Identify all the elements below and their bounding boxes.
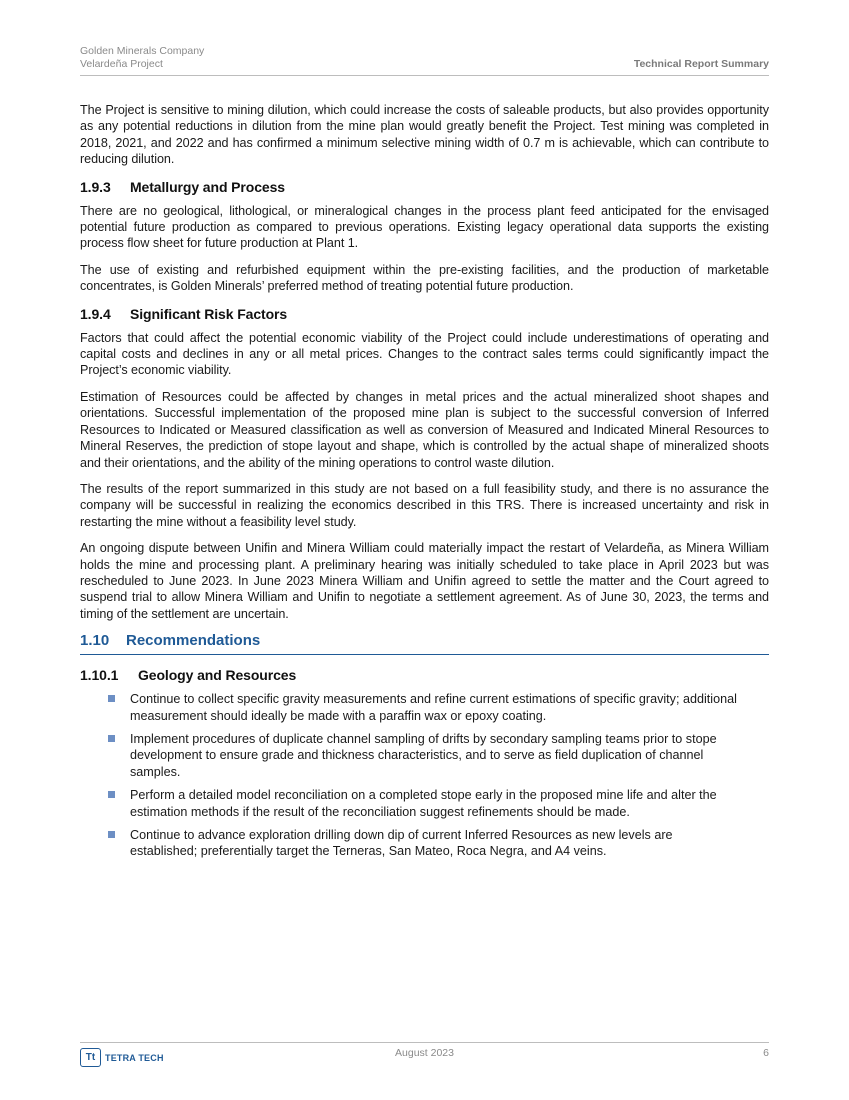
section-title: Metallurgy and Process	[130, 178, 285, 195]
footer-date: August 2023	[395, 1047, 454, 1059]
section-title: Significant Risk Factors	[130, 305, 288, 322]
page-header	[80, 45, 769, 71]
header-company: Golden Minerals Company	[80, 45, 205, 57]
section-title: Recommendations	[126, 632, 261, 650]
header-report-title: Technical Report Summary	[633, 58, 769, 70]
header-divider	[80, 75, 769, 76]
section-heading-1-10	[80, 632, 769, 655]
square-bullet-icon	[108, 695, 115, 702]
section-number: 1.9.3	[80, 178, 111, 195]
page-footer	[80, 1046, 769, 1068]
page-number: 6	[763, 1047, 769, 1059]
paragraph: The results of the report summarized in this study are not based on a full feasibility study, and there is no assurance the company will be successful in realizing the economics described in this TRS. There is increased uncertainty and risk in restarting the mine without a feasibility level study.	[80, 481, 769, 529]
list-item	[108, 691, 742, 724]
tetra-tech-logo-icon: Tt	[80, 1048, 101, 1067]
page-content	[80, 102, 769, 867]
list-item-text: Continue to collect specific gravity measurements and refine current estimations of specific gravity; additional measurement should ideally be made with a paraffin wax or epoxy coating.	[130, 692, 737, 723]
list-item-text: Perform a detailed model reconciliation on a completed stope early in the proposed mine life and alter the estimation methods if the result of the reconciliation suggest refinements should be made.	[130, 788, 717, 819]
paragraph: The use of existing and refurbished equipment within the pre-existing facilities, and the production of marketable concentrates, is Golden Minerals’ preferred method of treating potential future production.	[80, 262, 769, 294]
logo-text: TETRA TECH	[105, 1052, 164, 1063]
paragraph: There are no geological, lithological, or mineralogical changes in the process plant feed anticipated for the envisaged potential future production as compared to previous operations. Existing legacy operational data supports the existing process flow sheet for future production at Plant 1.	[80, 203, 769, 251]
section-heading-1-9-4	[80, 305, 769, 323]
section-heading-1-9-3	[80, 178, 769, 196]
list-item	[108, 731, 742, 780]
list-item	[108, 827, 742, 860]
header-project: Velardeña Project	[80, 58, 163, 70]
section-heading-1-10-1	[80, 666, 769, 684]
list-item-text: Continue to advance exploration drilling down dip of current Inferred Resources as new levels are established; preferentially target the Terneras, San Mateo, Roca Negra, and A4 veins.	[130, 828, 673, 859]
list-item	[108, 787, 742, 820]
list-item-text: Implement procedures of duplicate channel sampling of drifts by secondary sampling teams prior to stope development to ensure grade and thickness characteristics, and to serve as field duplication of channel samples.	[130, 731, 717, 779]
recommendation-list	[80, 691, 769, 860]
section-title: Geology and Resources	[138, 667, 297, 684]
paragraph: Factors that could affect the potential economic viability of the Project could include underestimations of operating and capital costs and declines in any or all metal prices. Changes to the contract sales terms could significantly impact the Project’s economic viability.	[80, 330, 769, 378]
section-number: 1.10.1	[80, 667, 119, 684]
square-bullet-icon	[108, 791, 115, 798]
intro-paragraph: The Project is sensitive to mining dilution, which could increase the costs of saleable products, but also provides opportunity as any potential reductions in dilution from the mine plan would greatly benefit the Project. Test mining was completed in 2018, 2021, and 2022 and has confirmed a minimum selective mining width of 0.7 m is achievable, which can contribute to reducing dilution.	[80, 103, 769, 167]
section-number: 1.9.4	[80, 305, 111, 322]
footer-divider	[80, 1042, 769, 1043]
paragraph: Estimation of Resources could be affected by changes in metal prices and the actual mineralized shoot shapes and orientations. Successful implementation of the proposed mine plan is subject to the successful conversion of Inferred Resources to Indicated or Measured classification as well as conversion of Measured and Indicated Mineral Resources to Mineral Reserves, the prediction of stope layout and shape, which is controlled by the actual shape of mineralized shoots and their orientations, and the ability of the mining operations to control waste dilution.	[80, 389, 769, 470]
paragraph: An ongoing dispute between Unifin and Minera William could materially impact the restart of Velardeña, as Minera William holds the mine and processing plant. A preliminary hearing was initially scheduled to take place in April 2023 but was rescheduled to June 2023. In June 2023 Minera William and Unifin agreed to settle the matter and the Court agreed to suspend trial to allow Minera William and Unifin to negotiate a settlement agreement. As of June 30, 2023, the terms and timing of the settlement are uncertain.	[80, 541, 769, 621]
square-bullet-icon	[108, 735, 115, 742]
square-bullet-icon	[108, 831, 115, 838]
section-number: 1.10	[80, 632, 110, 650]
